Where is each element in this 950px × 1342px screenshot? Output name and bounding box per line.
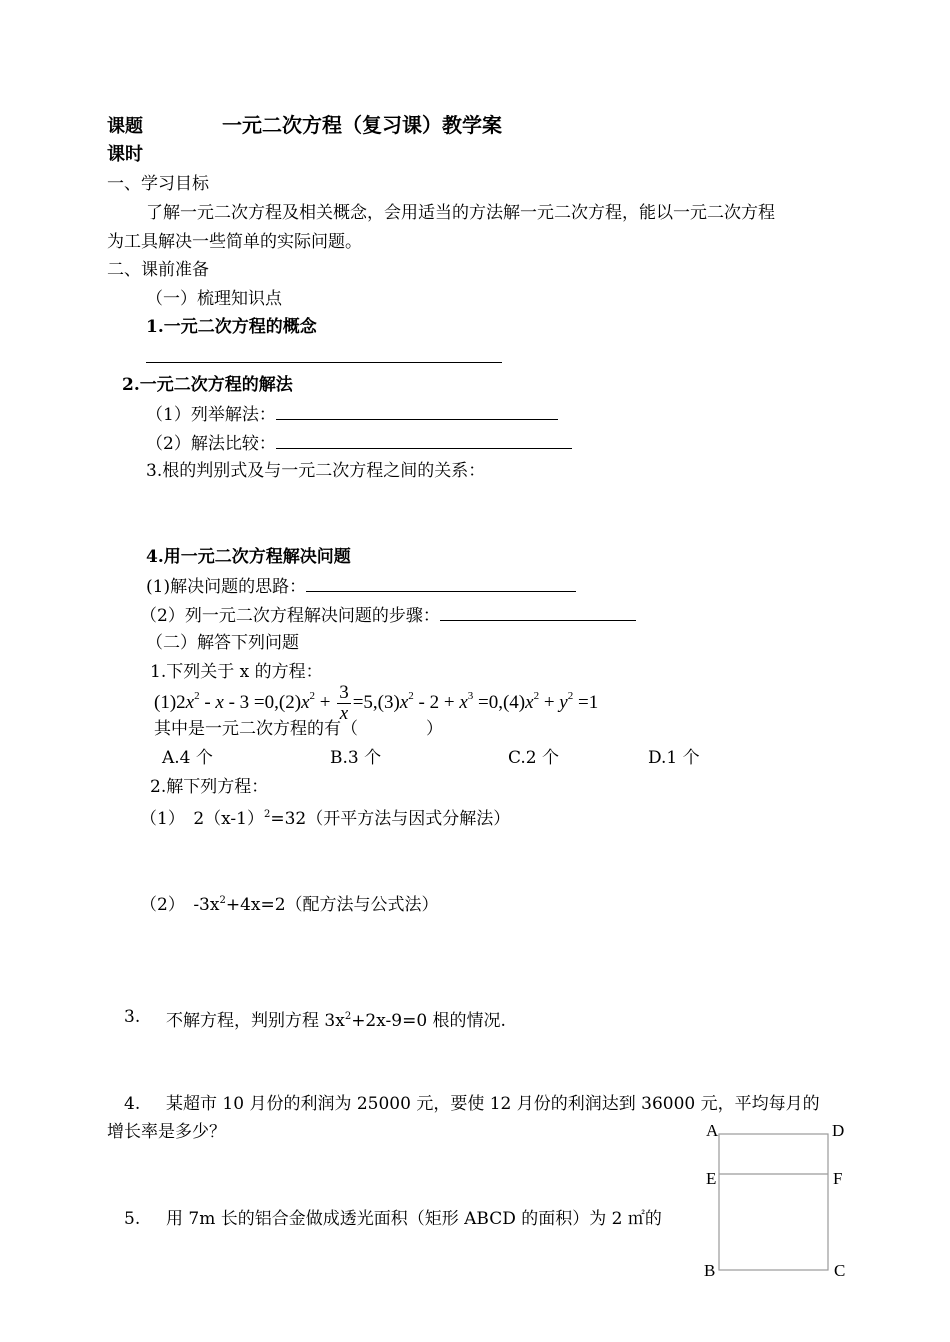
- eq-exp: 2: [194, 690, 200, 702]
- blank-line-approach[interactable]: [306, 575, 576, 592]
- q1-ask: 其中是一元二次方程的有（ ）: [154, 719, 443, 739]
- q3-text-part: 不解方程，判别方程 3x: [166, 1011, 345, 1031]
- point-label-e: E: [706, 1169, 717, 1188]
- eq-part: (1)2: [154, 692, 186, 713]
- eq-part: =1: [573, 692, 599, 713]
- solution-methods-row: [146, 403, 558, 426]
- blank-line-steps[interactable]: [440, 604, 636, 621]
- blank-line-compare[interactable]: [276, 432, 572, 449]
- q3-number: 3.: [124, 1007, 141, 1027]
- knowledge-point-2: 2.一元二次方程的解法: [122, 375, 293, 395]
- goals-paragraph-line1: 了解一元二次方程及相关概念，会用适当的方法解一元二次方程，能以一元二次方程: [146, 203, 775, 223]
- point-label-f: F: [833, 1169, 843, 1188]
- page-title: 一元二次方程（复习课）教学案: [222, 113, 502, 137]
- rectangle-abcd: [719, 1134, 828, 1270]
- eq-var: x: [185, 692, 195, 713]
- eq-part: -: [199, 692, 216, 713]
- goals-paragraph-line2: 为工具解决一些简单的实际问题。: [107, 232, 362, 252]
- q5-text: [166, 1208, 662, 1230]
- knowledge-point-1: 1.一元二次方程的概念: [146, 317, 317, 337]
- section-heading-goals: 一、学习目标: [107, 174, 209, 194]
- topic-label: 课题: [107, 116, 143, 137]
- section-heading-prep: 二、课前准备: [107, 260, 209, 280]
- q3-exp: 2: [344, 1011, 352, 1022]
- q2-part-a: [140, 804, 510, 830]
- eq-exp: 2: [309, 690, 315, 702]
- q3-text: [166, 1006, 506, 1032]
- fraction-denominator: x: [339, 703, 349, 725]
- eq-var: y: [559, 692, 568, 713]
- knowledge-point-4: 4.用一元二次方程解决问题: [146, 547, 351, 567]
- q1-equations: $(1)2x^2 - x - 3 =0,(2)x^2$ + $\frac{3}{x}$ $=5,(3)x^2 - 2 + x^3 =0,(4)x^2 + y^2 =1$: [154, 682, 599, 725]
- eq-var: x: [459, 692, 468, 713]
- q4-number: 4.: [124, 1094, 141, 1114]
- q4-line2: 增长率是多少？: [107, 1122, 226, 1142]
- q4-line1: 某超市 10 月份的利润为 25000 元，要使 12 月份的利润达到 36000 元，平均每月的: [166, 1094, 820, 1114]
- q2-b-exp: 2: [219, 895, 226, 906]
- q2-a-text: （1） 2（x-1）: [140, 809, 264, 829]
- vertex-label-b: B: [704, 1261, 716, 1280]
- q2-b-text: （2） -3x: [140, 895, 220, 915]
- problem-steps-row: [140, 604, 636, 627]
- eq-var: x: [215, 692, 224, 713]
- q2-stem: 2.解下列方程：: [150, 777, 269, 797]
- eq-exp: 2: [567, 690, 574, 702]
- problem-approach-row: [146, 575, 576, 598]
- problem-steps-label: （2）列一元二次方程解决问题的步骤：: [140, 606, 440, 626]
- eq-var: x: [399, 692, 409, 713]
- subheading-knowledge: （一）梳理知识点: [146, 289, 282, 309]
- vertex-label-d: D: [832, 1121, 845, 1140]
- fraction-numerator: 3: [339, 682, 349, 704]
- q5-number: 5.: [124, 1209, 141, 1229]
- eq-part: =5,(3): [352, 692, 400, 713]
- blank-line-concept[interactable]: [146, 346, 502, 363]
- eq-exp: 2: [533, 690, 540, 702]
- eq-var: x: [301, 692, 310, 713]
- solution-methods-label: （1）列举解法：: [146, 405, 276, 425]
- subheading-exercises: （二）解答下列问题: [146, 633, 299, 653]
- problem-approach-label: (1)解决问题的思路：: [146, 577, 307, 597]
- q2-b-text: +4x=2（配方法与公式法）: [225, 895, 439, 915]
- eq-exp: 2: [408, 690, 414, 702]
- rectangle-figure: [700, 1118, 850, 1288]
- knowledge-point-3: 3.根的判别式及与一元二次方程之间的关系：: [146, 461, 486, 481]
- method-compare-label: （2）解法比较：: [146, 434, 276, 454]
- q1-stem: 1.下列关于 x 的方程：: [150, 662, 323, 682]
- q2-part-b: [140, 890, 439, 916]
- eq-var: x: [525, 692, 534, 713]
- period-label: 课时: [107, 144, 143, 165]
- q1-option-c[interactable]: C.2 个: [508, 748, 560, 768]
- q2-a-text: =32（开平方法与因式分解法）: [270, 809, 511, 829]
- eq-part: =0,(4): [473, 692, 526, 713]
- eq-part: - 2 +: [413, 692, 460, 713]
- vertex-label-c: C: [834, 1261, 846, 1280]
- eq-part: +: [539, 692, 560, 713]
- q1-option-b[interactable]: B.3 个: [330, 748, 382, 768]
- q1-option-a[interactable]: A.4 个: [162, 748, 213, 768]
- eq-part: - 3 =0,(2): [223, 692, 302, 713]
- vertex-label-a: A: [706, 1121, 719, 1140]
- q1-option-d[interactable]: D.1 个: [648, 748, 700, 768]
- blank-line-methods[interactable]: [276, 403, 558, 420]
- eq-exp: 3: [467, 690, 474, 702]
- q5-text-part: 用 7m 长的铝合金做成透光面积（矩形 ABCD 的面积）为 2 ㎡: [166, 1209, 645, 1229]
- q2-a-exp: 2: [263, 809, 271, 820]
- q3-text-part: +2x-9=0 根的情况.: [351, 1011, 506, 1031]
- q5-text-part: 的: [644, 1209, 662, 1229]
- method-compare-row: [146, 432, 572, 455]
